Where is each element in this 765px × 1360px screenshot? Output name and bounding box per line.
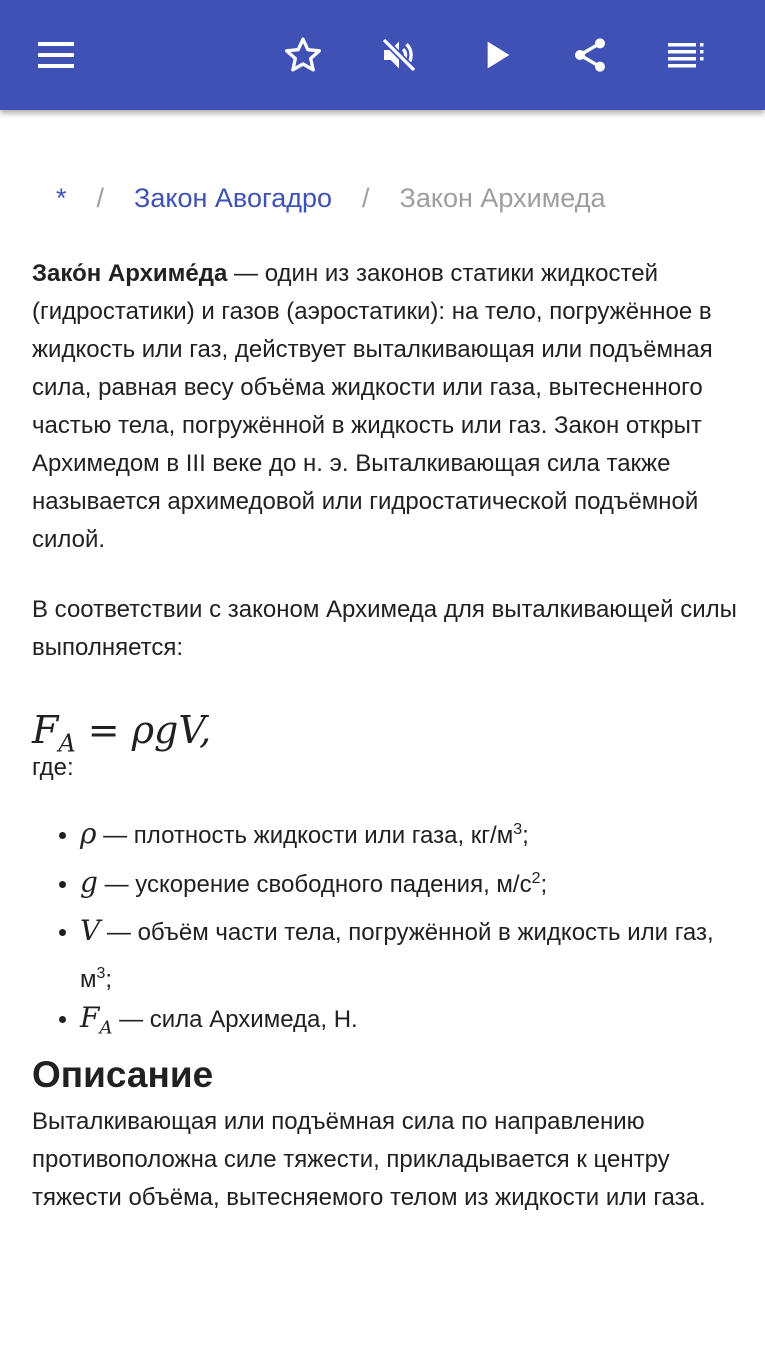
intro-paragraph [32, 255, 742, 559]
share-button[interactable] [562, 27, 618, 83]
symbol-g: g [80, 865, 98, 899]
favorite-button[interactable] [275, 27, 331, 83]
toc-icon [666, 40, 706, 70]
menu-button[interactable] [28, 27, 84, 83]
app-toolbar [0, 0, 765, 110]
breadcrumb-parent-link[interactable]: Закон Авогадро [134, 182, 333, 213]
list-item: • V — объём части тела, погружённой в жидкость или газ, $м^3$; [80, 912, 742, 999]
formula-lhs: F [32, 708, 59, 752]
share-icon [570, 35, 610, 75]
list-item: • g — ускорение свободного падения, $м/с^2$; [80, 864, 742, 913]
where-label: где: [32, 754, 74, 781]
list-item: • ρ — плотность жидкости или газа, $кг/м^3$; [80, 815, 742, 864]
archimedes-formula [32, 705, 742, 758]
section-heading: Описание [32, 1054, 214, 1096]
breadcrumb-separator: / [96, 182, 105, 213]
formula-intro: В соответствии с законом Архимеда для выталкивающей силы выполняется: [32, 596, 737, 661]
mute-button[interactable] [371, 27, 427, 83]
list-item: • $F_A$ — сила Архимеда, Н. [80, 999, 742, 1048]
breadcrumb-home[interactable]: * [56, 182, 67, 213]
breadcrumb-current: Закон Архимеда [399, 182, 606, 213]
formula-rhs: = ρgV, [75, 708, 212, 752]
breadcrumb [56, 180, 605, 216]
article-body [32, 255, 742, 1217]
symbol-fa: $F_A$ [80, 1000, 113, 1039]
formula-lhs-sub: A [58, 729, 76, 758]
menu-icon [36, 40, 76, 70]
volume-off-icon [379, 35, 419, 75]
breadcrumb-separator: / [362, 182, 370, 213]
star-outline-icon [283, 35, 323, 75]
contents-button[interactable] [658, 27, 714, 83]
intro-text: — один из законов статики жидкостей (гидростатики) и газов (аэростатики): на тело, погружённое в жидкость или газ, действует выталкивающая или подъёмная сила, равная весу объёма жидкости или газа, вытесненного частью тела, погружённой в жидкость или газ. Закон открыт Архимедом в III веке до н. э. Выталкивающая сила также называется архимедовой или гидростатической подъёмной силой. [32, 260, 713, 553]
symbol-rho: ρ [80, 817, 97, 850]
symbol-v: V [80, 914, 101, 948]
definitions-list [32, 815, 742, 1047]
article-title-term: Зако́н Архиме́да [32, 260, 228, 287]
play-button[interactable] [468, 27, 524, 83]
play-icon [476, 35, 516, 75]
section-paragraph: Выталкивающая или подъёмная сила по направлению противоположна силе тяжести, прикладывается к центру тяжести объёма, вытесняемого телом из жидкости или газа. [32, 1108, 706, 1212]
